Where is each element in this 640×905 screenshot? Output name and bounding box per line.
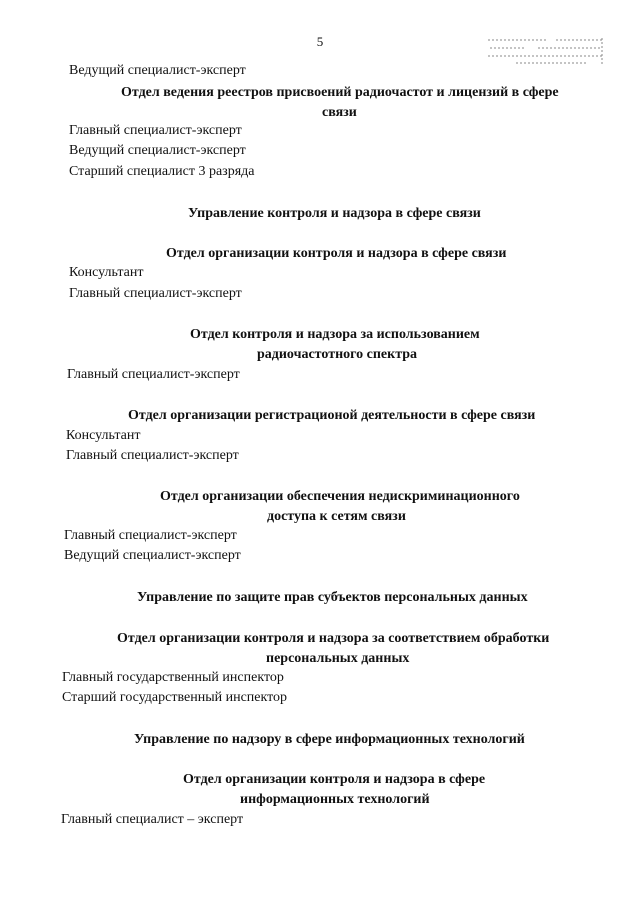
heading-line: Отдел ведения реестров присвоений радиочастот и лицензий в сфере bbox=[121, 85, 559, 100]
registration-stamp-mark bbox=[486, 36, 604, 66]
list-item: Консультант bbox=[66, 428, 141, 443]
heading-line: персональных данных bbox=[266, 651, 410, 666]
list-item: Главный специалист-эксперт bbox=[69, 123, 242, 138]
directorate-heading: Управление контроля и надзора в сфере связи bbox=[188, 206, 481, 221]
page-number: 5 bbox=[316, 34, 324, 49]
list-item: Главный специалист-эксперт bbox=[64, 528, 237, 543]
directorate-heading: Управление по защите прав субъектов персональных данных bbox=[137, 590, 528, 605]
heading-line: связи bbox=[322, 105, 357, 120]
list-item: Ведущий специалист-эксперт bbox=[69, 143, 246, 158]
list-item: Ведущий специалист-эксперт bbox=[64, 548, 241, 563]
list-item: Ведущий специалист-эксперт bbox=[69, 63, 246, 78]
heading-line: информационных технологий bbox=[240, 792, 430, 807]
heading-line: Отдел контроля и надзора за использованием bbox=[190, 327, 480, 342]
heading-line: радиочастотного спектра bbox=[257, 347, 418, 362]
list-item: Старший специалист 3 разряда bbox=[69, 164, 255, 179]
directorate-heading: Управление по надзору в сфере информационных технологий bbox=[134, 732, 525, 747]
list-item: Главный специалист-эксперт bbox=[69, 286, 242, 301]
heading-line: доступа к сетям связи bbox=[267, 509, 406, 524]
list-item: Главный государственный инспектор bbox=[62, 670, 284, 685]
list-item: Старший государственный инспектор bbox=[62, 690, 288, 705]
heading-line: Отдел организации контроля и надзора за соответствием обработки bbox=[117, 631, 550, 646]
list-item: Главный специалист-эксперт bbox=[66, 448, 239, 463]
department-heading: Отдел организации контроля и надзора в сфере связи bbox=[166, 246, 507, 261]
department-heading: Отдел организации регистрационой деятельности в сфере связи bbox=[128, 408, 536, 423]
list-item: Консультант bbox=[69, 265, 144, 280]
heading-line: Отдел организации контроля и надзора в сфере bbox=[183, 772, 486, 787]
list-item: Главный специалист – эксперт bbox=[61, 812, 244, 827]
list-item: Главный специалист-эксперт bbox=[67, 367, 240, 382]
heading-line: Отдел организации обеспечения недискриминационного bbox=[160, 489, 520, 504]
